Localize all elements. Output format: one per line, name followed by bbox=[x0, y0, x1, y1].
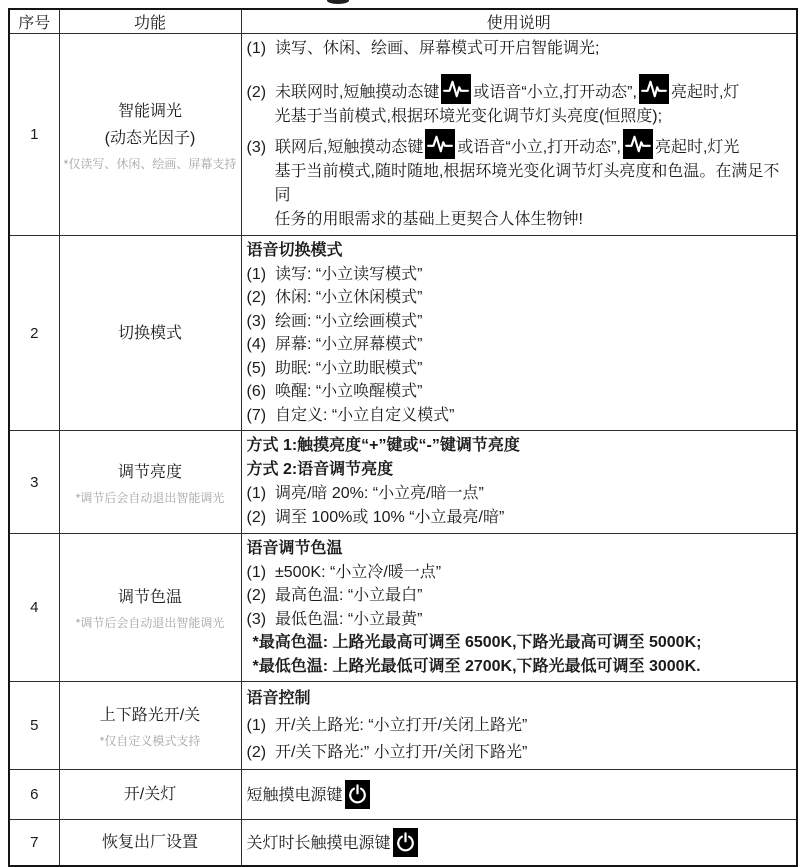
table-row bbox=[9, 236, 797, 431]
usage-text: (1) 调亮/暗 20%: “小立亮/暗一点” bbox=[246, 485, 484, 502]
usage-line bbox=[247, 74, 793, 105]
usage-text: 或语音“小立,打开动态”, bbox=[457, 139, 621, 156]
function-note: *调节后会自动退出智能调光 bbox=[75, 616, 225, 630]
cropped-graphic-artifact bbox=[327, 0, 349, 4]
usage-text: (1) 开/关上路光: “小立打开/关闭上路光” bbox=[246, 717, 528, 734]
usage-text: 语音控制 bbox=[246, 690, 311, 707]
usage-line bbox=[247, 506, 793, 530]
header-label: 功能 bbox=[133, 15, 166, 32]
usage-text: (6) 唤醒: “小立唤醒模式” bbox=[246, 383, 423, 400]
dynamic-mode-key-icon bbox=[623, 129, 653, 159]
usage-text: 或语音“小立,打开动态”, bbox=[473, 84, 637, 101]
usage-text: (2) 开/关下路光:” 小立打开/关闭下路光” bbox=[246, 744, 528, 761]
function-cell bbox=[59, 34, 241, 236]
function-title: 智能调光 bbox=[117, 102, 182, 120]
usage-text: 方式 1:触摸亮度“+”键或“-”键调节亮度 bbox=[246, 437, 520, 454]
usage-text: *最低色温: 上路光最低可调至 2700K,下路光最低可调至 3000K. bbox=[252, 657, 701, 675]
row-number-cell: 1 bbox=[9, 34, 59, 236]
table-header bbox=[9, 9, 797, 34]
row-number-cell: 5 bbox=[9, 682, 59, 770]
function-title: (动态光因子) bbox=[104, 129, 196, 147]
usage-line bbox=[247, 712, 793, 739]
usage-line bbox=[247, 458, 793, 482]
usage-cell bbox=[241, 34, 797, 236]
usage-line bbox=[247, 631, 793, 655]
header-cell-usage bbox=[241, 9, 797, 34]
usage-line bbox=[247, 561, 793, 585]
function-cell bbox=[59, 820, 241, 866]
header-cell-function bbox=[59, 9, 241, 34]
table-row bbox=[9, 34, 797, 236]
usage-text: (2) 未联网时,短触摸动态键 bbox=[246, 84, 440, 101]
usage-text: 亮起时,灯 bbox=[670, 84, 740, 101]
usage-text: 短触摸电源键 bbox=[246, 787, 343, 804]
usage-text: (1) 读写、休闲、绘画、屏幕模式可开启智能调光; bbox=[246, 40, 600, 57]
function-cell bbox=[59, 236, 241, 431]
usage-spacer bbox=[247, 61, 793, 74]
usage-line bbox=[247, 129, 793, 160]
table-row bbox=[9, 431, 797, 534]
function-cell bbox=[59, 534, 241, 682]
usage-text: 语音调节色温 bbox=[246, 540, 343, 557]
table-row bbox=[9, 820, 797, 866]
function-cell bbox=[59, 431, 241, 534]
usage-line bbox=[247, 739, 793, 766]
header-label: 使用说明 bbox=[486, 15, 551, 32]
usage-line bbox=[247, 286, 793, 310]
usage-line bbox=[247, 37, 793, 61]
function-title: 上下路光开/关 bbox=[99, 707, 201, 724]
function-note: *调节后会自动退出智能调光 bbox=[75, 490, 225, 505]
usage-cell bbox=[241, 236, 797, 431]
usage-line bbox=[247, 310, 793, 334]
usage-line bbox=[247, 333, 793, 357]
function-title: 调节色温 bbox=[117, 589, 182, 606]
usage-text: 方式 2:语音调节亮度 bbox=[246, 461, 394, 478]
power-key-icon bbox=[345, 780, 370, 809]
usage-line bbox=[247, 208, 793, 232]
usage-text: (2) 最高色温: “小立最白” bbox=[246, 587, 423, 604]
table-row bbox=[9, 682, 797, 770]
usage-text: 语音切换模式 bbox=[246, 242, 343, 259]
row-number-cell: 6 bbox=[9, 770, 59, 820]
usage-line bbox=[247, 263, 793, 287]
header-row bbox=[9, 9, 797, 34]
usage-cell bbox=[241, 820, 797, 866]
usage-text: (3) 最低色温: “小立最黄” bbox=[246, 610, 423, 628]
function-cell bbox=[59, 770, 241, 820]
usage-line bbox=[247, 584, 793, 608]
usage-text: (5) 助眠: “小立助眠模式” bbox=[246, 359, 423, 377]
usage-line bbox=[247, 239, 793, 263]
usage-cell bbox=[241, 682, 797, 770]
usage-line bbox=[247, 482, 793, 506]
usage-line bbox=[247, 380, 793, 404]
row-number-cell: 3 bbox=[9, 431, 59, 534]
usage-text: (7) 自定义: “小立自定义模式” bbox=[246, 406, 455, 424]
power-key-icon bbox=[393, 828, 418, 857]
function-note: *仅读写、休闲、绘画、屏幕支持 bbox=[63, 156, 237, 171]
usage-line bbox=[247, 434, 793, 458]
usage-text: (3) 绘画: “小立绘画模式” bbox=[246, 312, 423, 330]
usage-text: *最高色温: 上路光最高可调至 6500K,下路光最高可调至 5000K; bbox=[252, 634, 702, 651]
usage-text: 任务的用眼需求的基础上更契合人体生物钟! bbox=[274, 211, 583, 228]
dynamic-mode-key-icon bbox=[639, 74, 669, 104]
dynamic-mode-key-icon bbox=[425, 129, 455, 159]
usage-line bbox=[247, 404, 793, 428]
usage-line bbox=[247, 828, 793, 857]
usage-line bbox=[247, 105, 793, 129]
usage-line bbox=[247, 608, 793, 632]
usage-text: (2) 休闲: “小立休闲模式” bbox=[246, 289, 423, 306]
header-cell-number bbox=[9, 9, 59, 34]
function-title: 开/关灯 bbox=[123, 786, 177, 803]
header-label: 序号 bbox=[18, 15, 51, 32]
dynamic-mode-key-icon bbox=[441, 74, 471, 104]
usage-text: 光基于当前模式,根据环境光变化调节灯头亮度(恒照度); bbox=[274, 108, 663, 125]
usage-text: (1) 读写: “小立读写模式” bbox=[246, 265, 423, 283]
usage-cell bbox=[241, 431, 797, 534]
function-cell bbox=[59, 682, 241, 770]
usage-text: (3) 联网后,短触摸动态键 bbox=[246, 139, 424, 156]
table-row bbox=[9, 534, 797, 682]
table-body bbox=[9, 34, 797, 866]
row-number-cell: 2 bbox=[9, 236, 59, 431]
function-note: *仅自定义模式支持 bbox=[99, 734, 201, 748]
usage-line bbox=[247, 357, 793, 381]
usage-line bbox=[247, 160, 793, 208]
usage-text: (2) 调至 100%或 10% “小立最亮/暗” bbox=[246, 509, 505, 526]
lamp-manual-table bbox=[8, 8, 798, 867]
table-row bbox=[9, 770, 797, 820]
usage-text: (4) 屏幕: “小立屏幕模式” bbox=[246, 336, 423, 353]
function-title: 恢复出厂设置 bbox=[101, 833, 198, 851]
row-number-cell: 7 bbox=[9, 820, 59, 866]
usage-text: 关灯时长触摸电源键 bbox=[246, 834, 391, 852]
function-title: 调节亮度 bbox=[117, 463, 182, 481]
usage-text: 基于当前模式,随时随地,根据环境光变化调节灯头亮度和色温。在满足不同 bbox=[274, 163, 780, 204]
usage-line bbox=[247, 655, 793, 679]
usage-line bbox=[247, 685, 793, 712]
usage-line bbox=[247, 537, 793, 561]
function-title: 切换模式 bbox=[117, 324, 182, 342]
usage-cell bbox=[241, 534, 797, 682]
usage-text: 亮起时,灯光 bbox=[654, 139, 740, 156]
usage-cell bbox=[241, 770, 797, 820]
usage-text: (1) ±500K: “小立冷/暖一点” bbox=[246, 563, 442, 581]
row-number-cell: 4 bbox=[9, 534, 59, 682]
usage-line bbox=[247, 780, 793, 809]
